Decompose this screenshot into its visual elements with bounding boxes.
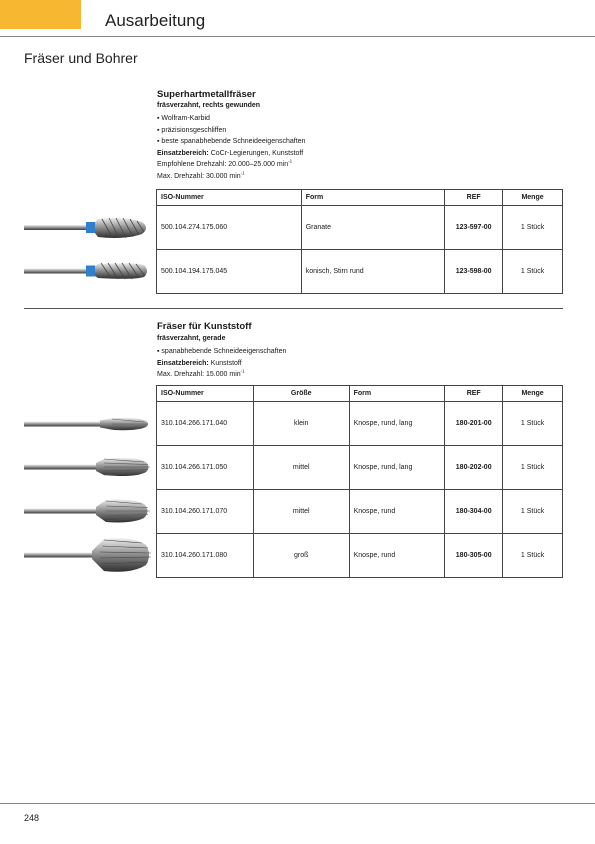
size-cell: mittel	[253, 490, 349, 534]
ref-cell: 180-201-00	[445, 402, 503, 446]
ref-cell: 123-598-00	[445, 250, 503, 294]
form-cell: Knospe, rund	[349, 490, 445, 534]
carbide-cutter-conical-image	[24, 258, 152, 284]
page-number: 248	[24, 813, 40, 823]
iso-number: 310.104.266.171.040	[157, 402, 254, 446]
iso-number: 500.104.274.175.060	[157, 206, 302, 250]
feature-bullet: ▪ Wolfram-Karbid	[157, 115, 210, 122]
column-header: Menge	[503, 190, 563, 206]
quantity-cell: 1 Stück	[503, 490, 563, 534]
size-cell: klein	[253, 402, 349, 446]
header-divider	[0, 36, 595, 37]
chapter-title: Ausarbeitung	[105, 11, 206, 30]
application-label: Einsatzbereich:	[157, 359, 209, 367]
product-table	[156, 385, 563, 578]
form-cell: konisch, Stirn rund	[301, 250, 445, 294]
chapter-accent-block	[0, 0, 81, 29]
size-cell: groß	[253, 534, 349, 578]
column-header: ISO-Nummer	[157, 386, 254, 402]
product-subtitle: fräsverzahnt, gerade	[157, 335, 226, 342]
quantity-cell: 1 Stück	[503, 402, 563, 446]
product-title: Fräser für Kunststoff	[157, 321, 252, 332]
column-header: REF	[445, 190, 503, 206]
product-description	[157, 113, 305, 182]
size-cell: mittel	[253, 446, 349, 490]
ref-cell: 180-305-00	[445, 534, 503, 578]
quantity-cell: 1 Stück	[503, 206, 563, 250]
application-label: Einsatzbereich:	[157, 149, 209, 157]
iso-number: 310.104.260.171.070	[157, 490, 254, 534]
iso-number: 310.104.266.171.050	[157, 446, 254, 490]
ref-cell: 180-304-00	[445, 490, 503, 534]
product-description	[157, 346, 286, 381]
quantity-cell: 1 Stück	[503, 534, 563, 578]
ref-cell: 180-202-00	[445, 446, 503, 490]
feature-bullet: ▪ spanabhebende Schneideeigenschaften	[157, 348, 287, 355]
feature-bullet: ▪ präzisionsgeschliffen	[157, 126, 227, 134]
table-header-row	[157, 190, 563, 206]
column-header: REF	[445, 386, 503, 402]
column-header: Form	[301, 190, 445, 206]
form-cell: Knospe, rund	[349, 534, 445, 578]
form-cell: Knospe, rund, lang	[349, 446, 445, 490]
max-speed: Max. Drehzahl: 15.000 $\min^{-1}$	[157, 368, 245, 378]
ref-cell: 123-597-00	[445, 206, 503, 250]
column-header: Größe	[253, 386, 349, 402]
section-divider	[24, 308, 563, 309]
table-row	[157, 250, 563, 294]
table-row	[157, 402, 563, 446]
product-subtitle: fräsverzahnt, rechts gewunden	[157, 102, 261, 109]
column-header: ISO-Nummer	[157, 190, 302, 206]
table-header-row	[157, 386, 563, 402]
plastic-cutter-small-image	[24, 413, 152, 435]
product-title: Superhartmetallfräser	[157, 89, 256, 100]
max-speed: Max. Drehzahl: 30.000 $\min^{-1}$	[157, 170, 245, 180]
quantity-cell: 1 Stück	[503, 250, 563, 294]
application-value: Kunststoff	[208, 359, 242, 367]
column-header: Menge	[503, 386, 563, 402]
table-row	[157, 446, 563, 490]
footer-divider	[0, 803, 595, 804]
iso-number: 310.104.260.171.080	[157, 534, 254, 578]
form-cell: Knospe, rund, lang	[349, 402, 445, 446]
table-row	[157, 490, 563, 534]
plastic-cutter-medium-round-image	[24, 496, 152, 526]
section-title: Fräser und Bohrer	[24, 50, 138, 66]
application-value: CoCr-Legierungen, Kunststoff	[208, 149, 304, 157]
table-row	[157, 534, 563, 578]
application-area	[157, 148, 305, 160]
plastic-cutter-large-image	[24, 535, 152, 575]
iso-number: 500.104.194.175.045	[157, 250, 302, 294]
application-area	[157, 358, 286, 370]
plastic-cutter-medium-long-image	[24, 454, 152, 480]
table-row	[157, 206, 563, 250]
product-table	[156, 189, 563, 294]
carbide-cutter-granate-image	[24, 213, 152, 243]
form-cell: Granate	[301, 206, 445, 250]
recommended-speed: Empfohlene Drehzahl: 20.000–25.000 $\min^{-1}$	[157, 158, 293, 168]
column-header: Form	[349, 386, 445, 402]
quantity-cell: 1 Stück	[503, 446, 563, 490]
feature-bullet: ▪ beste spanabhebende Schneideeigenschaften	[157, 138, 306, 145]
